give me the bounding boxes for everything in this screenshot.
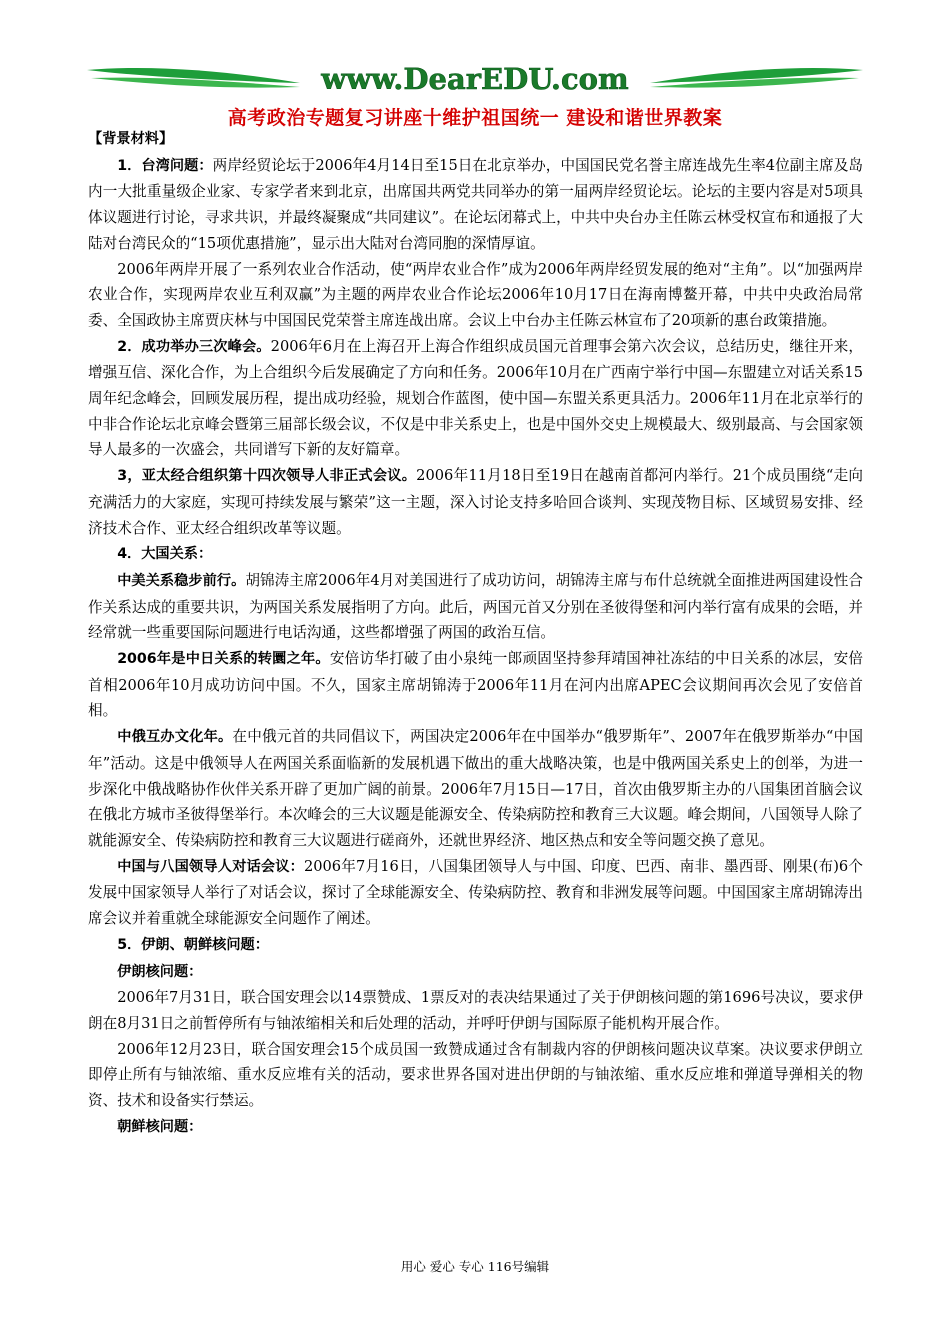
subheading-north-korea: 朝鲜核问题：	[117, 1118, 203, 1135]
section-heading: 【背景材料】	[88, 131, 174, 147]
subheading-iran: 伊朗核问题：	[117, 963, 203, 980]
logo-text: www.DearEDU.com	[321, 62, 629, 96]
paragraph-taiwan: 1．台湾问题：两岸经贸论坛于2006年4月14日至15日在北京举办，中国国民党名誉主席连战先生率4位副主席及岛内一大批重量级企业家、专家学者来到北京，出席国共两党共同举办的第一届两岸经贸论坛。论坛的主要内容是对5项具体议题进行讨论，寻求共识，并最终凝聚成“共同建议”。在论坛闭幕式上，中共中央台办主任陈云林受权宣布和通报了大陆对台湾民众的“15项优惠措施”，显示出大陆对台湾同胞的深情厚谊。	[88, 156, 863, 252]
logo-banner-graphic	[85, 56, 865, 106]
document-body	[88, 126, 863, 1140]
page-title: 高考政治专题复习讲座十维护祖国统一 建设和谐世界教案	[227, 107, 723, 129]
paragraph-lead: 中美关系稳步前行。	[117, 572, 246, 589]
paragraph-iran-1696: 2006年7月31日，联合国安理会以14票赞成、1票反对的表决结果通过了关于伊朗核问题的第1696号决议，要求伊朗在8月31日之前暂停所有与铀浓缩相关和后处理的活动，并呼吁伊朗与国际原子能机构开展合作。	[88, 989, 863, 1032]
paragraph-lead: 中俄互办文化年。	[117, 729, 233, 746]
subheading-major-powers: 4．大国关系：	[117, 546, 213, 563]
paragraph-china-japan: 2006年是中日关系的转圜之年。安倍访华打破了由小泉纯一郎顽固坚持参拜靖国神社冻结的中日关系的冰层，安倍首相2006年10月成功访问中国。不久，国家主席胡锦涛于2006年11月在河内出席APEC会议期间再次会见了安倍首相。	[88, 650, 863, 720]
paragraph-agriculture: 2006年两岸开展了一系列农业合作活动，使“两岸农业合作”成为2006年两岸经贸发展的绝对“主角”。以“加强两岸农业合作，实现两岸农业互利双赢”为主题的两岸农业合作论坛2006年10月17日在海南博鳌开幕，中共中央政治局常委、全国政协主席贾庆林与中国国民党荣誉主席连战出席。会议上中台办主任陈云林宣布了20项新的惠台政策措施。	[88, 260, 863, 329]
paragraph-china-russia: 中俄互办文化年。在中俄元首的共同倡议下，两国决定2006年在中国举办“俄罗斯年”、2007年在俄罗斯举办“中国年”活动。这是中俄领导人在两国关系面临新的发展机遇下做出的重大战略决策，也是中俄两国关系史上的创举，为进一步深化中俄战略协作伙伴关系开辟了更加广阔的前景。2006年7月15日—17日，首次由俄罗斯主办的八国集团首脑会议在俄北方城市圣彼得堡举行。本次峰会的三大议题是能源安全、传染病防控和教育三大议题。峰会期间，八国领导人除了就能源安全、传染病防控和教育三大议题进行磋商外，还就世界经济、地区热点和安全等问题交换了意见。	[88, 728, 863, 849]
paragraph-iran-sanctions: 2006年12月23日，联合国安理会15个成员国一致赞成通过含有制裁内容的伊朗核问题决议草案。决议要求伊朗立即停止所有与铀浓缩、重水反应堆有关的活动，要求世界各国对进出伊朗的与铀浓缩、重水反应堆和弹道导弹相关的物资、技术和设备实行禁运。	[88, 1040, 863, 1110]
paragraph-china-us: 中美关系稳步前行。胡锦涛主席2006年4月对美国进行了成功访问，胡锦涛主席与布什总统就全面推进两国建设性合作关系达成的重要共识，为两国关系发展指明了方向。此后，两国元首又分别在圣彼得堡和河内举行富有成果的会晤，并经常就一些重要国际问题进行电话沟通，这些都增强了两国的政治互信。	[88, 571, 863, 642]
paragraph-lead: 1．台湾问题：	[117, 157, 213, 174]
paragraph-summits: 2．成功举办三次峰会。2006年6月在上海召开上海合作组织成员国元首理事会第六次会议，总结历史，继往开来，增强互信、深化合作，为上合组织今后发展确定了方向和任务。2006年10月在广西南宁举行中国—东盟建立对话关系15周年纪念峰会，回顾发展历程，提出成功经验，规划合作蓝图，使中国—东盟关系更具活力。2006年11月在北京举行的中非合作论坛北京峰会暨第三届部长级会议，不仅是中非关系史上，也是中国外交史上规模最大、级别最高、与会国家领导人最多的一次盛会，共同谱写下新的友好篇章。	[88, 337, 863, 459]
paragraph-lead: 3，亚太经合组织第十四次领导人非正式会议。	[117, 468, 417, 485]
dearedu-logo	[85, 56, 865, 106]
paragraph-g8-dialogue: 中国与八国领导人对话会议：2006年7月16日，八国集团领导人与中国、印度、巴西、南非、墨西哥、刚果(布)6个发展中国家领导人举行了对话会议，探讨了全球能源安全、传染病防控、教育和非洲发展等问题。中国国家主席胡锦涛出席会议并着重就全球能源安全问题作了阐述。	[88, 857, 863, 928]
paragraph-lead: 2．成功举办三次峰会。	[117, 338, 271, 355]
subheading-nuclear: 5．伊朗、朝鲜核问题：	[117, 936, 269, 953]
paragraph-lead: 2006年是中日关系的转圜之年。	[117, 651, 330, 668]
page-footer: 用心 爱心 专心 116号编辑	[400, 1259, 550, 1274]
paragraph-lead: 中国与八国领导人对话会议：	[117, 858, 304, 875]
paragraph-apec: 3，亚太经合组织第十四次领导人非正式会议。2006年11月18日至19日在越南首都河内举行。21个成员围绕“走向充满活力的大家庭，实现可持续发展与繁荣”这一主题，深入讨论支持多哈回合谈判、实现茂物目标、区域贸易安排、经济技术合作、亚太经合组织改革等议题。	[88, 467, 863, 537]
